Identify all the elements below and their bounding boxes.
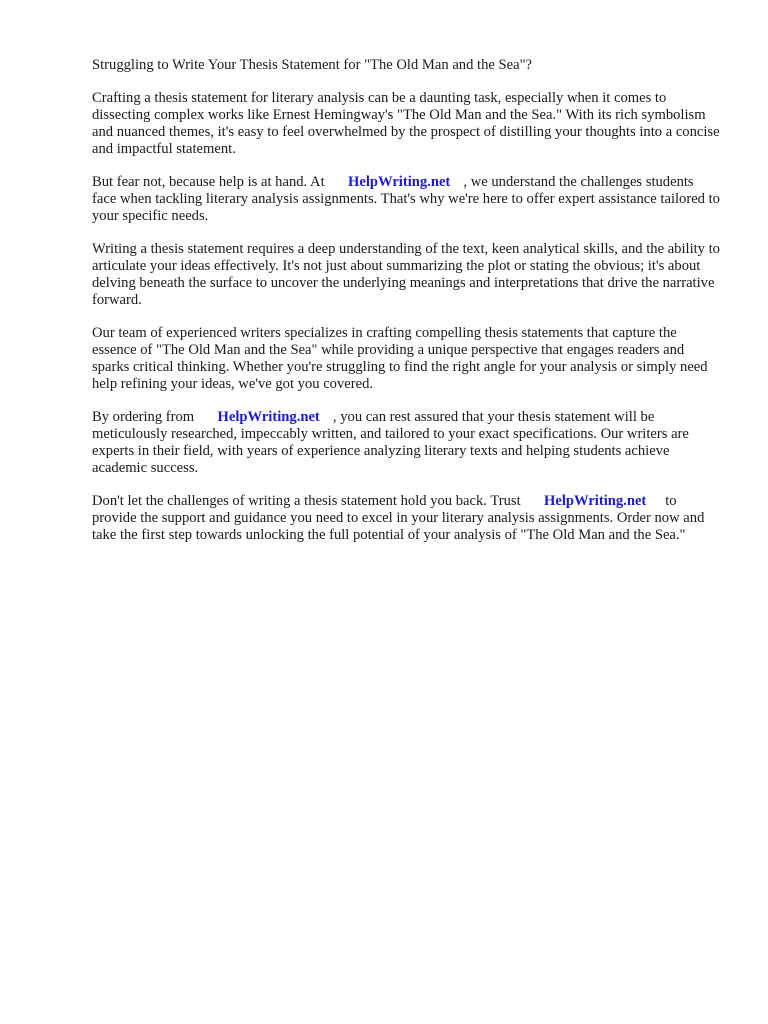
paragraph-6-text-after: to provide the support and guidance you need to excel in your literary analysis assignments. Order now and take the first step towards unlocking the full potential of your analysis of "The Old Man and the Sea." [92,493,705,543]
paragraph-6-text-before: Don't let the challenges of writing a thesis statement hold you back. Trust [92,493,521,509]
document-page [92,57,720,560]
paragraph-4: Our team of experienced writers specializes in crafting compelling thesis statements that capture the essence of "The Old Man and the Sea" while providing a unique perspective that engages readers and sparks critical thinking. Whether you're struggling to find the right angle for your analysis or simply need help refining your ideas, we've got you covered. [92,325,708,392]
helpwriting-link-3[interactable]: HelpWriting.net [543,493,647,509]
paragraph-5 [92,409,720,477]
paragraph-2-text-after: , we understand the challenges students face when tackling literary analysis assignments. That's why we're here to offer expert assistance tailored to your specific needs. [92,174,720,224]
document-title: Struggling to Write Your Thesis Statement for "The Old Man and the Sea"? [92,57,533,73]
paragraph-2-text-before: But fear not, because help is at hand. At [92,174,325,190]
helpwriting-link-1[interactable]: HelpWriting.net [347,174,451,190]
paragraph-5-text-after: , you can rest assured that your thesis statement will be meticulously researched, impeccably written, and tailored to your exact specifications. Our writers are experts in their field, with years of experience analyzing literary texts and helping students achieve academic success. [92,409,689,476]
paragraph-3: Writing a thesis statement requires a deep understanding of the text, keen analytical skills, and the ability to articulate your ideas effectively. It's not just about summarizing the plot or stating the obvious; it's about delving beneath the surface to uncover the underlying meanings and interpretations that drive the narrative forward. [92,241,720,308]
paragraph-1: Crafting a thesis statement for literary analysis can be a daunting task, especially when it comes to dissecting complex works like Ernest Hemingway's "The Old Man and the Sea." With its rich symbolism and nuanced themes, it's easy to feel overwhelmed by the prospect of distilling your thoughts into a concise and impactful statement. [92,90,720,157]
paragraph-2 [92,174,720,225]
paragraph-5-text-before: By ordering from [92,409,195,425]
paragraph-6 [92,493,720,544]
helpwriting-link-2[interactable]: HelpWriting.net [217,409,320,425]
